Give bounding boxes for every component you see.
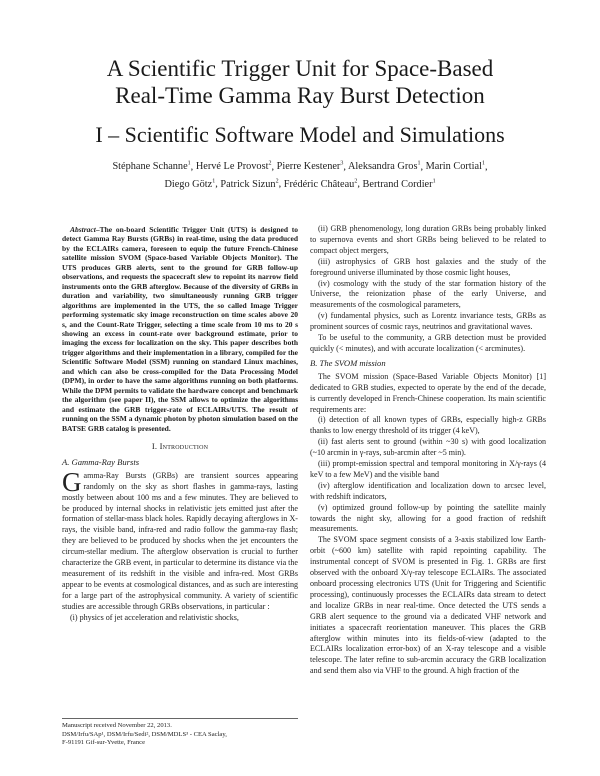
abstract xyxy=(62,225,298,433)
intro-paragraph: Gamma-Ray Bursts (GRBs) are transient sources appearing randomly on the sky as short flashes in gamma-rays, lasting mostly between about 100 ms and a few minutes. They are believed to be produced by internal shocks in relativistic jets emitted just after the formation of stellar-mass black holes. Rapidly decaying afterglows in X-rays, the visible band, infra-red and radio follow the gamma-ray flash; they are believed to be produced by shocks when the jet encounters the circum-stellar medium. The afterglow observation is crucial to further characterize the GRB event, in particular to determine its distance via the measurement of its redshift in the visible and infra-red. Most GRBs appear to be events at cosmological distances, and as such are interesting for a large part of the astrophysical community. A variety of scientific studies are accessible through GRBs observations, in particular : xyxy=(62,466,298,611)
author: Hervé Le Provost$^2$ xyxy=(195,161,272,173)
list-item: (iv) afterglow identification and localization down to arcsec level, with redshift indicators, xyxy=(310,480,546,501)
list-item: (i) physics of jet acceleration and relativistic shocks, xyxy=(70,612,239,622)
paragraph: The SVOM space segment consists of a 3-axis stabilized low Earth-orbit (~600 km) satellite with rapid repointing capability. The instrumental concept of SVOM is presented in Fig. 1. GRBs are first observed with the onboard X/γ-ray telescope ECLAIRs. The associated onboard processing electronics UTS (Unit for Triggering and Scientific processing), continuously processes the ECLAIRs data stream to detect and localize GRBs in near real-time. Once detected the UTS sends a GRB alert sequence to the ground via a dedicated VHF network and initiates a spacecraft reorientation maneuver. This places the GRB afterglow within minutes into its fields-of-view (adapted to the ECLAIRs localization error-box) of an X-ray telescope and a visible telescope. The later refine to sub-arcmin accuracy the GRB localization and send them also via VHF to the ground. A high fraction of the xyxy=(310,535,546,676)
list-item: (i) detection of all known types of GRBs, especially high-z GRBs thanks to low energy threshold of its trigger (4 keV), xyxy=(310,415,546,436)
abstract-label: Abstract xyxy=(70,225,96,234)
drop-cap: G xyxy=(62,466,82,497)
list-item: (iii) astrophysics of GRB host galaxies and the study of the foreground universe illuminated by those cosmic light houses, xyxy=(310,256,546,277)
list-item: (ii) fast alerts sent to ground (within ~30 s) with good localization (~10 arcmin in γ-rays, sub-arcmin after ~5 min). xyxy=(310,437,546,458)
section-heading-introduction: I. Introduction xyxy=(151,440,209,451)
author: Marin Cortial$^1$ xyxy=(425,161,485,173)
author: Frédéric Château$^2$ xyxy=(283,178,358,190)
paper-title-line-3: I – Scientific Software Model and Simulations xyxy=(95,122,505,147)
author: Aleksandra Gros$^1$ xyxy=(347,161,421,173)
right-column xyxy=(310,224,546,677)
author: Stéphane Schanne$^1$ xyxy=(112,161,191,173)
author: Bertrand Cordier$^1$ xyxy=(362,178,436,190)
author: Pierre Kestener$^3$ xyxy=(276,161,344,173)
footnote-line: F-91191 Gif-sur-Yvette, France xyxy=(62,739,146,747)
footnote-line: DSM/Irfu/SAp¹, DSM/Irfu/Sedi², DSM/MDLS³ - CEA Saclay, xyxy=(62,730,227,738)
list-item: (iii) prompt-emission spectral and temporal monitoring in X/γ-rays (4 keV to a few MeV) and the visible band xyxy=(310,459,546,479)
list-item: (v) fundamental physics, such as Lorentz invariance tests, GRBs as prominent sources of cosmic rays, neutrinos and gravitational waves. xyxy=(310,311,546,332)
author-list: Stéphane Schanne$^1$, Hervé Le Provost$^2$, Pierre Kestener$^3$, Aleksandra Gros$^1$, Marin Cortial$^1$, Diego Götz$^1$, Patrick Sizun$^2$, Frédéric Château$^2$, Bertrand Cordier$^1$ xyxy=(112,161,488,190)
list-item: (iv) cosmology with the study of the star formation history of the Universe, the reionization phase of the early Universe, and measurements of the cosmological parameters, xyxy=(310,278,546,310)
list-item: (v) optimized ground follow-up by pointing the satellite mainly towards the night sky, allowing for a good fraction of redshift measurements. xyxy=(310,502,546,534)
abstract-text: –The on-board Scientific Trigger Unit (UTS) is designed to detect Gamma Ray Bursts (GRBs) in real-time, using the data produced by the ECLAIRs camera, foreseen to equip the future French-Chinese satellite mission SVOM (Space-based Variable Objects Monitor). The UTS produces GRB alerts, sent to the ground for GRB follow-up observations, and requests the spacecraft slew to repoint its narrow field instruments onto the GRB afterglow. Because of the diversity of GRBs in duration and variability, two simultaneously running GRB trigger algorithms are implemented in the UTS, the so called Image Trigger performing systematic sky image reconstruction on time scales above 20 s, and the Count-Rate Trigger, selecting a time scale from 10 ms to 20 s showing an excess in count-rate over background estimate, prior to imaging the excess for localization on the sky. This paper describes both trigger algorithms and their implementation in a library, compiled for the Scientific Software Model (SSM) running on standard Linux machines, and which can also be cross-compiled for the Data Processing Model (DPM), in order to have the same algorithms running on both platforms. While the DPM permits to validate the hardware concept and benchmark the algorithm (see paper II), the SSM allows to optimize the algorithms and estimate the GRB trigger-rate of ECLAIRs/UTS. The result of running on the SSM a dynamic photon by photon simulation based on the BATSE GRB catalog is presented. xyxy=(62,225,298,433)
paper-title-line-2: Real-Time Gamma Ray Burst Detection xyxy=(115,83,485,108)
footnote xyxy=(62,718,298,748)
subsection-heading-svom-mission: B. The SVOM mission xyxy=(310,357,386,368)
author: Diego Götz$^1$ xyxy=(164,178,216,190)
paragraph: The SVOM mission (Space-Based Variable Objects Monitor) [1] dedicated to GRB studies, expected to operate by the end of the decade, is currently developed in French-Chinese cooperation. Its main scientific requirements are: xyxy=(310,371,546,414)
paragraph: To be useful to the community, a GRB detection must be provided quickly (< minutes), and with accurate localization (< arcminutes). xyxy=(310,333,546,353)
footnote-line: Manuscript received November 22, 2013. xyxy=(62,722,172,729)
left-column xyxy=(62,225,298,623)
paper-title-line-1: A Scientific Trigger Unit for Space-Based xyxy=(106,56,494,81)
subsection-heading-gamma-ray-bursts: A. Gamma-Ray Bursts xyxy=(62,456,140,467)
author: Patrick Sizun$^2$ xyxy=(220,178,279,190)
list-item: (ii) GRB phenomenology, long duration GRBs being probably linked to supernova events and short GRBs being believed to be related to compact object mergers, xyxy=(310,224,546,255)
